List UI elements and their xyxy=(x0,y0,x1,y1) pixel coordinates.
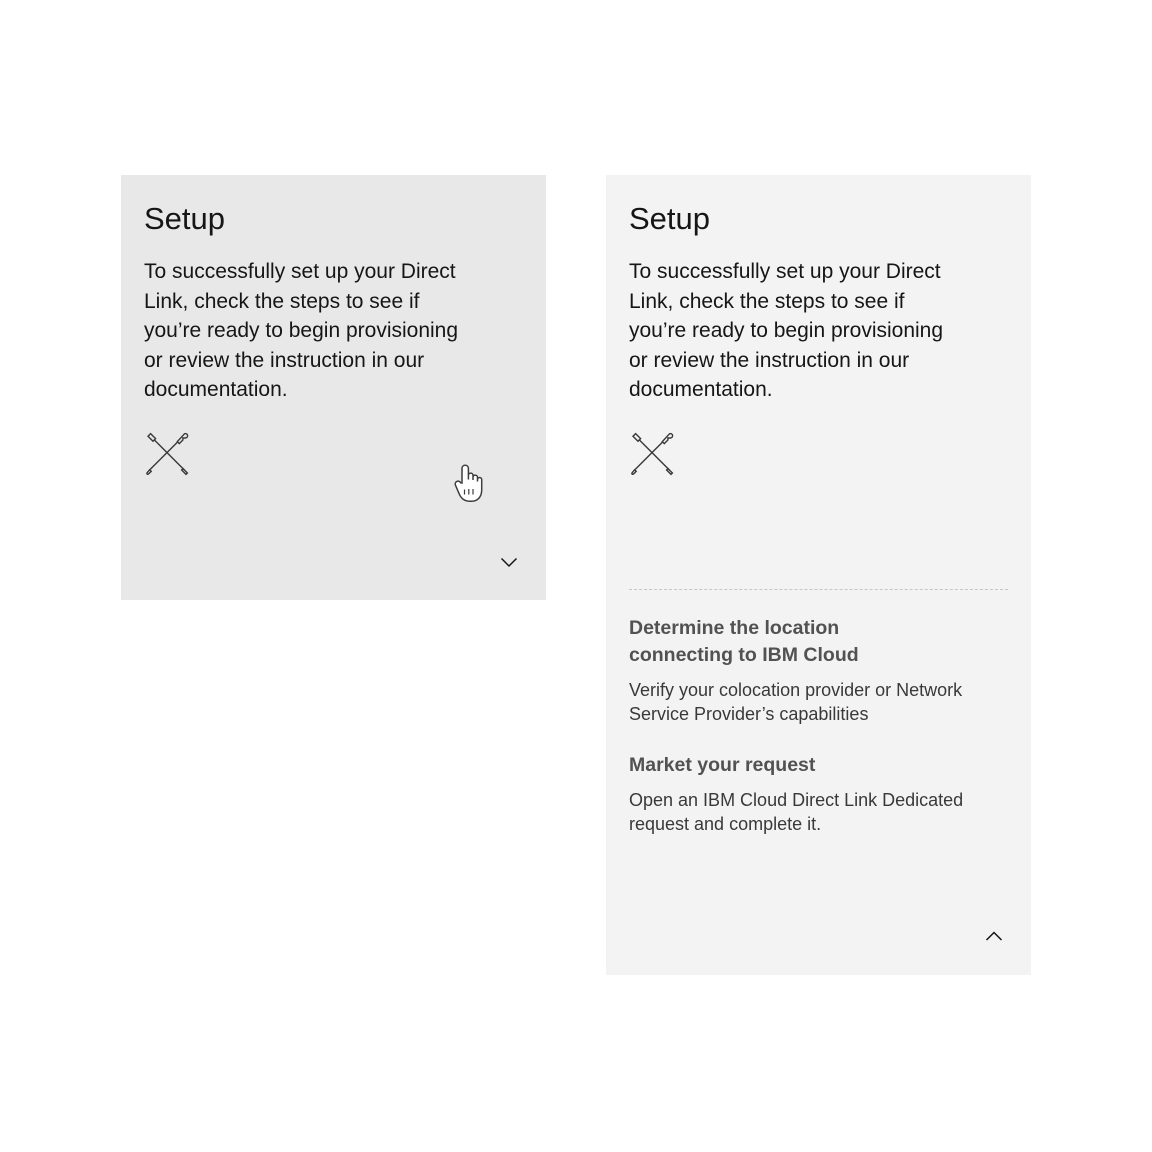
chevron-up-icon xyxy=(983,926,1005,951)
step-title: Determine the location connecting to IBM Cloud xyxy=(629,617,859,666)
expand-toggle-button[interactable] xyxy=(492,546,526,580)
collapse-toggle-button[interactable] xyxy=(977,921,1011,955)
setup-description: To successfully set up your Direct Link, check the steps to see if you’re ready to begin provisioning or review the instruction in our documentation. xyxy=(144,260,459,401)
setup-card-expanded[interactable] xyxy=(606,175,1031,975)
setup-card-collapsed-content xyxy=(121,175,546,600)
chevron-down-icon xyxy=(498,551,520,576)
tools-icon xyxy=(144,431,190,477)
step-title: Market your request xyxy=(629,754,816,776)
page-title: Setup xyxy=(144,201,226,236)
page-title-expanded: Setup xyxy=(629,201,711,236)
setup-card-collapsed[interactable] xyxy=(121,175,546,600)
tools-icon xyxy=(629,431,675,477)
setup-steps-list xyxy=(629,615,1008,862)
step-text: Verify your colocation provider or Network Service Provider’s capabilities xyxy=(629,680,963,724)
setup-description-expanded: To successfully set up your Direct Link, check the steps to see if you’re ready to begin provisioning or review the instruction in our documentation. xyxy=(629,260,944,401)
step-text: Open an IBM Cloud Direct Link Dedicated request and complete it. xyxy=(629,790,964,834)
list-item xyxy=(629,615,1008,726)
divider xyxy=(629,589,1008,590)
list-item xyxy=(629,752,1008,836)
